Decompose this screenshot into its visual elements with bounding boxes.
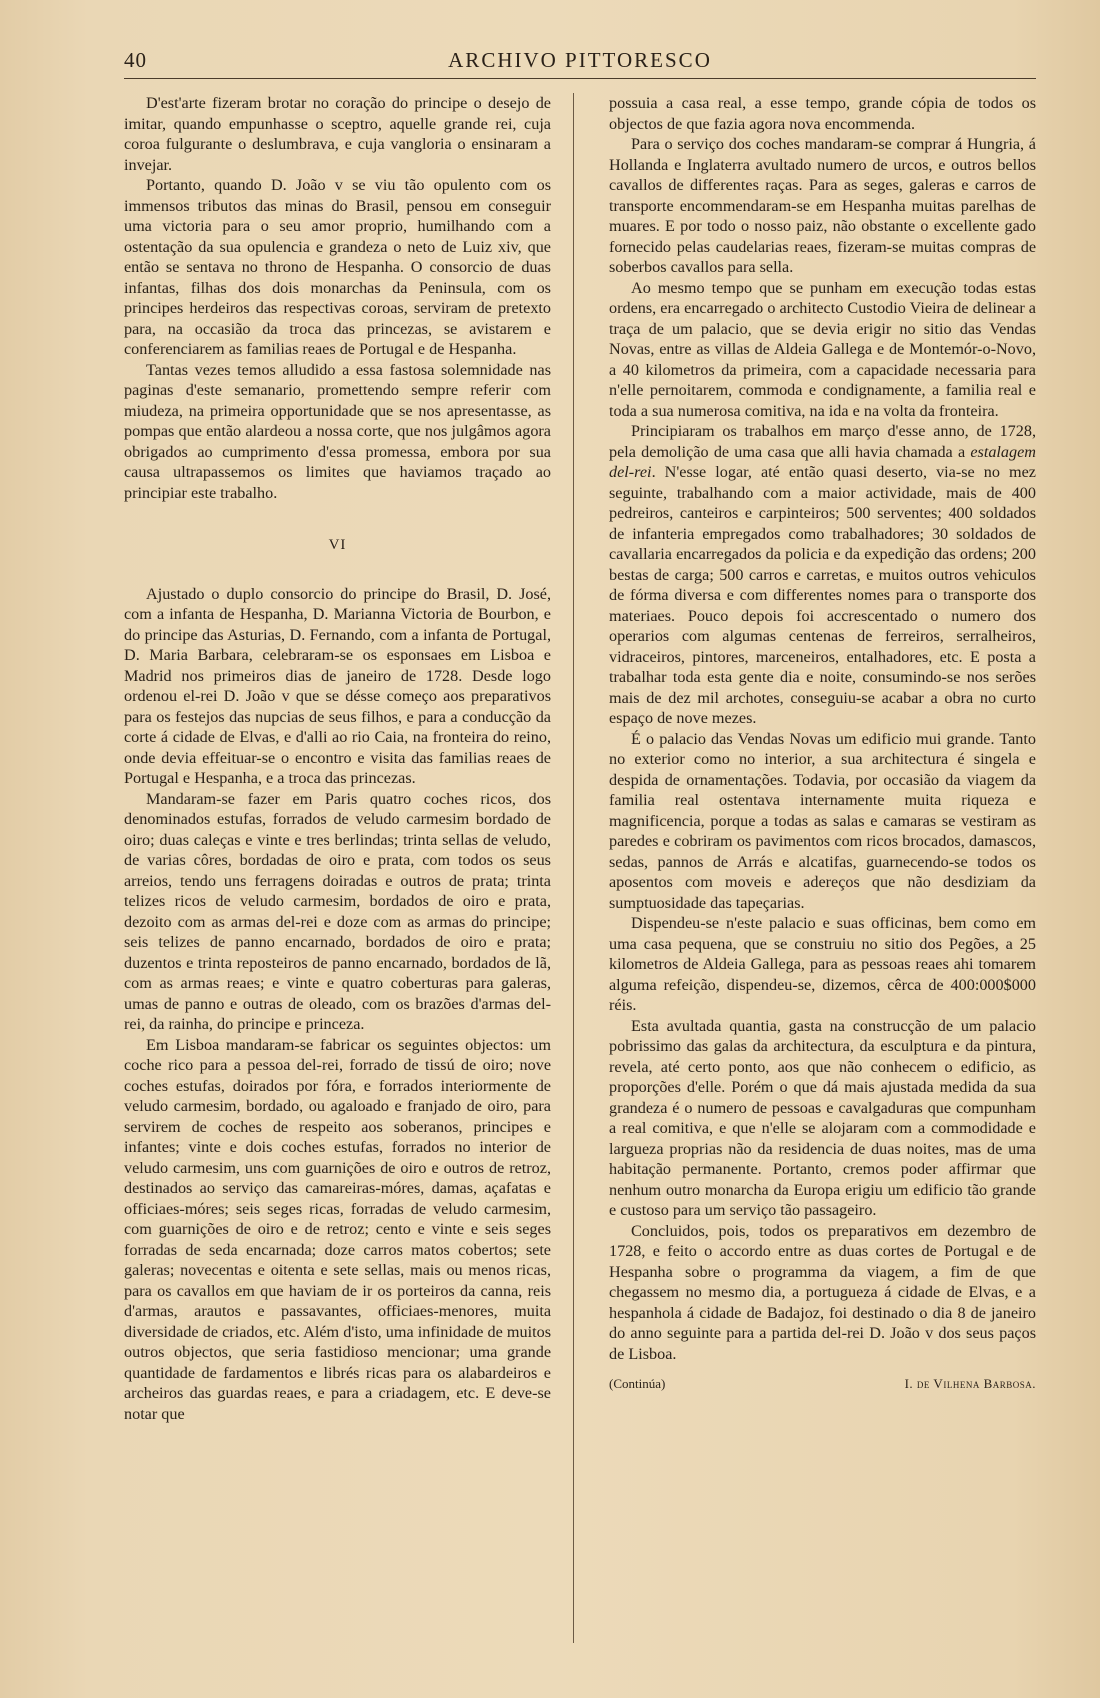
paragraph: [609, 421, 1036, 729]
paragraph-text: . N'esse logar, até então quasi deserto, via-se no mez seguinte, trabalhando com a maior actividade, mais de 400 pedreiros, canteiros e carpinteiros; 500 serventes; 400 soldados de infanteria empregados como trabalhadores; 30 soldados de cavallaria encarregados da policia e da expedição das ordens; 200 bestas de carga; 500 carros e carretas, e muitos outros vehiculos de fórma diversa e com differentes nomes para o transporte dos materiaes. Pouco depois foi accrescentado o numero dos operarios com algumas centenas de ferreiros, serralheiros, vidraceiros, pintores, marceneiros, entalhadores, etc. E posta a trabalhar toda esta gente dia e noite, consumindo-se nos serões mais de dez mil archotes, conseguiu-se acabar a obra no curto espaço de nove mezes.: [609, 463, 1036, 727]
right-column: [609, 93, 1036, 1424]
emphasis-text: estalagem del-rei: [609, 442, 1036, 481]
running-title: ARCHIVO PITTORESCO: [448, 48, 712, 72]
paragraph: Para o serviço dos coches mandaram-se comprar á Hungria, á Hollanda e Inglaterra avultado numero de urcos, e outros bellos cavallos de differentes raças. Para as seges, galeras e carros de transporte encommendaram-se em Hespanha muitas parelhas de muares. E por todo o nosso paiz, não obstante o excellente gado fornecido pelas caudelarias reaes, fizeram-se muitas compras de soberbos cavallos para sella.: [609, 135, 1036, 276]
paragraph: Concluidos, pois, todos os preparativos em dezembro de 1728, e feito o accordo entre as duas cortes de Portugal e de Hespanha sobre o programma da viagem, a fim de que chegassem no mesmo dia, a portugueza á cidade de Elvas, e a hespanhola á cidade de Badajoz, foi destinado o dia 8 de janeiro do anno seguinte para a partida del-rei D. João v dos seus paços de Lisboa.: [609, 1221, 1036, 1363]
text-columns: [124, 93, 1036, 1424]
continua-note: (Continúa): [609, 1376, 666, 1391]
page-number: 40: [124, 48, 147, 72]
paragraph: Ajustado o duplo consorcio do principe do Brasil, D. José, com a infanta de Hespanha, D. Marianna Victoria de Bourbon, e do principe das Asturias, D. Fernando, com a infanta de Portugal, D. Maria Barbara, celebraram-se os esponsaes em Lisboa e Madrid nos primeiros dias de janeiro de 1728. Desde logo ordenou el-rei D. João v que se désse começo aos preparativos para os festejos das nupcias de seus filhos, e para a conducção da corte á cidade de Elvas, e d'alli ao rio Caia, na fronteira do reino, onde devia effeituar-se o encontro e visita das familias reaes de Portugal e Hespanha, e a troca das princezas.: [124, 584, 551, 787]
section-heading: VI: [328, 537, 347, 553]
paragraph: Tantas vezes temos alludido a essa fastosa solemnidade nas paginas d'este semanario, promettendo sempre referir com miudeza, na primeira opportunidade que se nos apresentasse, as pompas que então alardeou a nossa corte, que nos julgâmos agora obrigados ao cumprimento d'essa promessa, embora por sua causa ultrapassemos os limites que haviamos traçado ao principiar este trabalho.: [124, 360, 551, 502]
left-column: [124, 93, 551, 1424]
paragraph: D'est'arte fizeram brotar no coração do principe o desejo de imitar, quando empunhasse o sceptro, aquelle grande rei, cuja coroa fulgurante o deslumbrava, e cuja vangloria o ensinaram a invejar.: [124, 94, 551, 174]
paragraph: Mandaram-se fazer em Paris quatro coches ricos, dos denominados estufas, forrados de veludo carmesim bordado de oiro; duas caleças e vinte e tres berlindas; trinta sellas de veludo, de varias côres, bordadas de oiro e prata, com todos os seus arreios, tendo uns ferragens doiradas e outros de prata; trinta telizes ricos de veludo carmesim, bordados de oiro e prata, dezoito com as armas del-rei e doze com as armas do principe; seis telizes de panno encarnado, bordados de oiro e prata; duzentos e trinta reposteiros de panno encarnado, bordados de lã, com as armas reaes; e vinte e quatro coberturas para galeras, umas de panno e outras de oleado, com os brazões d'armas del-rei, da rainha, do principe e princeza.: [124, 789, 551, 1033]
page-header: [124, 48, 1036, 79]
paragraph: Em Lisboa mandaram-se fabricar os seguintes objectos: um coche rico para a pessoa del-rei, forrado de tissú de oiro; nove coches estufas, doirados por fóra, e forrados interiormente de veludo carmesim, bordado, ou agaloado e franjado de oiro, para servirem de coches de respeito aos soberanos, principes e infantes; vinte e dois coches estufas, forrados no interior de veludo carmesim, uns com guarnições de oiro e outros de retroz, destinados ao serviço das camareiras-móres, damas, açafatas e officiaes-móres; seis seges ricas, forradas de veludo carmesim, com guarnições de oiro e de retroz; cento e vinte e seis seges forradas de seda encarnada; doze carros matos cobertos; sete galeras; novecentas e oitenta e sete sellas, mais ou menos ricas, para os cavallos em que haviam de ir os porteiros da canna, reis d'armas, arautos e passavantes, officiaes-menores, muita diversidade de criados, etc. Além d'isto, uma infinidade de muitos outros objectos, que seria fastidioso mencionar; uma grande quantidade de fardamentos e librés ricas para os alabardeiros e archeiros das guardas reaes, e para a criadagem, etc. E deve-se notar que: [124, 1035, 551, 1423]
paragraph: Ao mesmo tempo que se punham em execução todas estas ordens, era encarregado o architecto Custodio Vieira de delinear a traça de um palacio, que se devia erigir no sitio das Vendas Novas, entre as villas de Aldeia Gallega e de Montemór-o-Novo, a 40 kilometros da primeira, com a capacidade necessaria para n'elle pernoitarem, commoda e condignamente, a familia real e toda a sua numerosa comitiva, na ida e na volta da fronteira.: [609, 278, 1036, 420]
paragraph: Esta avultada quantia, gasta na construcção de um palacio pobrissimo das galas da architectura, da esculptura e da pintura, revela, até certo ponto, aos que não conhecem o edificio, as proporções d'elle. Porém o que dá mais ajustada medida da sua grandeza é o numero de pessoas e cavalgaduras que compunham a real comitiva, e que n'elle se alojaram com a commodidade e largueza proprias não da residencia de duas noites, mas de uma habitação permanente. Portanto, cremos poder affirmar que nenhum outro monarcha da Europa erigiu um edificio tão grande e custoso para um serviço tão passageiro.: [609, 1016, 1036, 1219]
author-signature: I. de Vilhena Barbosa.: [904, 1376, 1036, 1391]
article-footer: [609, 1374, 1036, 1395]
paragraph: possuia a casa real, a esse tempo, grande cópia de todos os objectos de que fazia agora nova encommenda.: [609, 94, 1036, 133]
paragraph: Portanto, quando D. João v se viu tão opulento com os immensos tributos das minas do Brasil, pensou em conseguir uma victoria para o seu amor proprio, humilhando com a ostentação da sua opulencia e grandeza o neto de Luiz xiv, que então se sentava no throno de Hespanha. O consorcio de duas infantas, filhas dos dois monarchas da Peninsula, com os principes herdeiros das respectivas coroas, serviram de pretexto para, na occasião da troca das princezas, se avistarem e conferenciarem as familias reaes de Portugal e de Hespanha.: [124, 176, 551, 358]
paragraph: Dispendeu-se n'este palacio e suas officinas, bem como em uma casa pequena, que se construiu no sitio dos Pegões, a 25 kilometros de Aldeia Gallega, para as pessoas reaes ahi tomarem alguma refeição, dispendeu-se, dizemos, cêrca de 400:000$000 réis.: [609, 914, 1036, 1014]
paragraph-text: Principiaram os trabalhos em março d'esse anno, de 1728, pela demolição de uma casa que alli havia chamada a: [609, 422, 1036, 461]
paragraph: É o palacio das Vendas Novas um edificio mui grande. Tanto no exterior como no interior, a sua architectura é singela e despida de ornamentações. Todavia, por occasião da viagem da familia real ostentava internamente muita riqueza e magnificencia, porque a todas as salas e camaras se vestiram as paredes e cobriram os pavimentos com ricos brocados, damascos, sedas, pannos de Arrás e alcatifas, guarnecendo-se todos os aposentos com moveis e adereços que não desdiziam da sumptuosidade das tapeçarias.: [609, 729, 1036, 912]
